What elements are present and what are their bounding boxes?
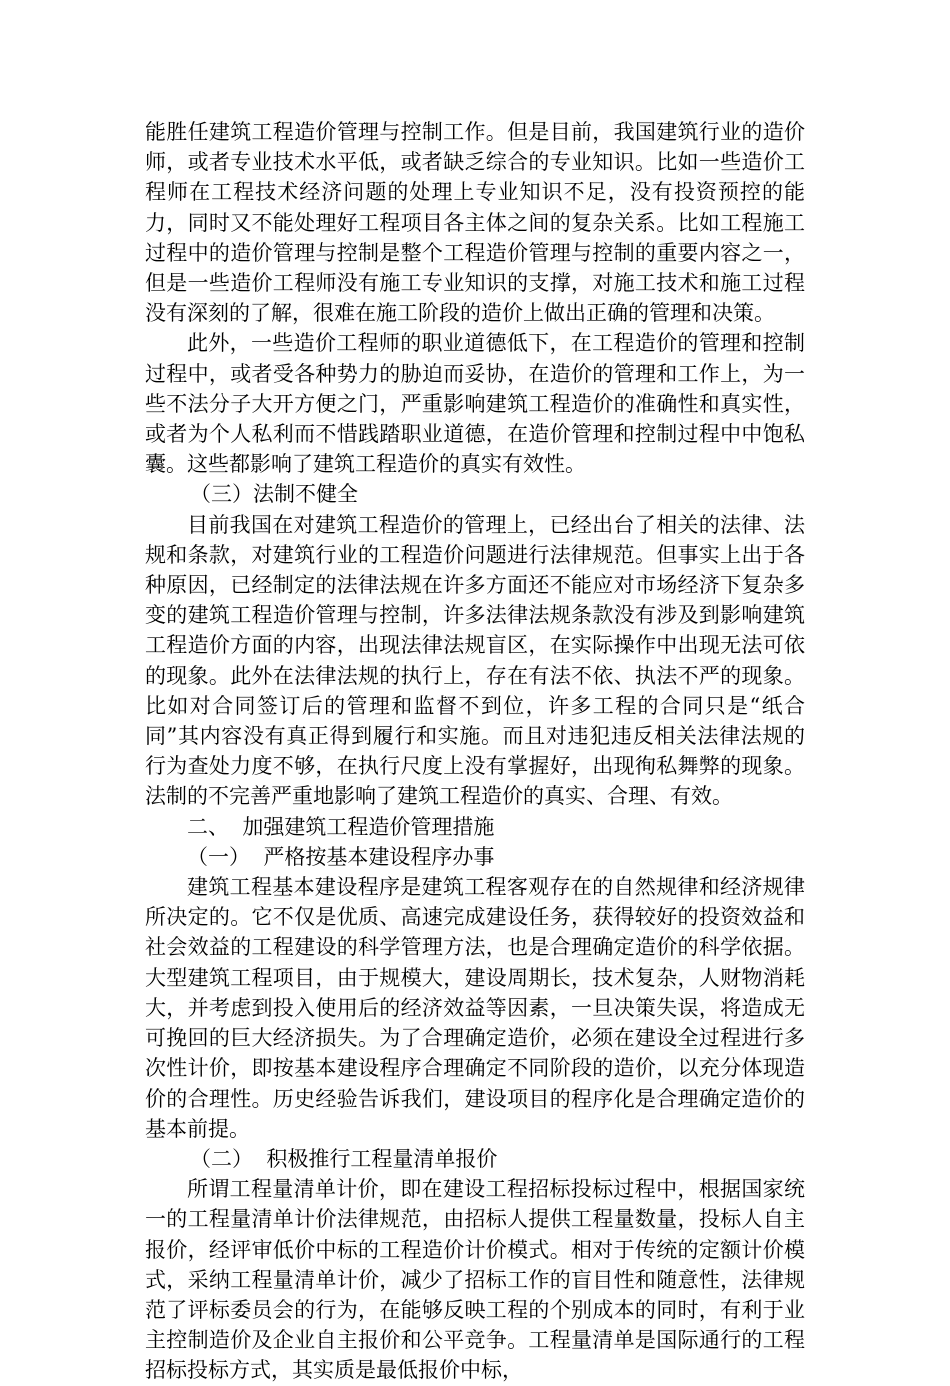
document-page bbox=[145, 117, 805, 1386]
paragraph-bill-of-quantities: 所谓工程量清单计价，即在建设工程招标投标过程中，根据国家统一的工程量清单计价法律规范，由招标人提供工程量数量，投标人自主报价，经评审低价中标的工程造价计价模式。相对于传统的定额计价模式，采纳工程量清单计价，减少了招标工作的盲目性和随意性，法律规范了评标委员会的行为，在能够反映工程的个别成本的同时，有利于业主控制造价及企业自主报价和公平竞争。工程量清单是国际通行的工程招标投标方式，其实质是最低报价中标， bbox=[145, 1177, 805, 1383]
paragraph-professional-ethics: 此外，一些造价工程师的职业道德低下，在工程造价的管理和控制过程中，或者受各种势力的胁迫而妥协，在造价的管理和工作上，为一些不法分子大开方便之门，严重影响建筑工程造价的准确性和真实性，或者为个人私利而不惜践踏职业道德，在造价管理和控制过程中中饱私囊。这些都影响了建筑工程造价的真实有效性。 bbox=[145, 331, 805, 477]
section-heading-legal-system: （三）法制不健全 bbox=[190, 482, 358, 507]
paragraph-legal-system: 目前我国在对建筑工程造价的管理上，已经出台了相关的法律、法规和条款，对建筑行业的工程造价问题进行法律规范。但事实上出于各种原因，已经制定的法律法规在许多方面还不能应对市场经济下复杂多变的建筑工程造价管理与控制，许多法律法规条款没有涉及到影响建筑工程造价方面的内容，出现法律法规盲区，在实际操作中出现无法可依的现象。此外在法律法规的执行上，存在有法不依、执法不严的现象。比如对合同签订后的管理和监督不到位，许多工程的合同只是“纸合同”其内容没有真正得到履行和实施。而且对违犯违反相关法律法规的行为查处力度不够，在执行尺度上没有掌握好，出现徇私舞弊的现象。法制的不完善严重地影响了建筑工程造价的真实、合理、有效。 bbox=[145, 512, 805, 809]
section-heading-construction-procedure: （一） 严格按基本建设程序办事 bbox=[187, 844, 495, 869]
paragraph-qualification-issues: 能胜任建筑工程造价管理与控制工作。但是目前，我国建筑行业的造价师，或者专业技术水平低，或者缺乏综合的专业知识。比如一些造价工程师在工程技术经济问题的处理上专业知识不足，没有投资预控的能力，同时又不能处理好工程项目各主体之间的复杂关系。比如工程施工过程中的造价管理与控制是整个工程造价管理与控制的重要内容之一，但是一些造价工程师没有施工专业知识的支撑，对施工技术和施工过程没有深刻的了解，很难在施工阶段的造价上做出正确的管理和决策。 bbox=[145, 120, 805, 326]
paragraph-construction-procedure: 建筑工程基本建设程序是建筑工程客观存在的自然规律和经济规律所决定的。它不仅是优质、高速完成建设任务，获得较好的投资效益和社会效益的工程建设的科学管理方法，也是合理确定造价的科学依据。大型建筑工程项目，由于规模大，建设周期长，技术复杂，人财物消耗大，并考虑到投入使用后的经济效益等因素，一旦决策失误，将造成无可挽回的巨大经济损失。为了合理确定造价，必须在建设全过程进行多次性计价，即按基本建设程序合理确定不同阶段的造价，以充分体现造价的合理性。历史经验告诉我们，建设项目的程序化是合理确定造价的基本前提。 bbox=[145, 875, 805, 1141]
section-heading-bill-of-quantities: （二） 积极推行工程量清单报价 bbox=[190, 1146, 498, 1171]
section-heading-measures: 二、 加强建筑工程造价管理措施 bbox=[187, 814, 495, 839]
